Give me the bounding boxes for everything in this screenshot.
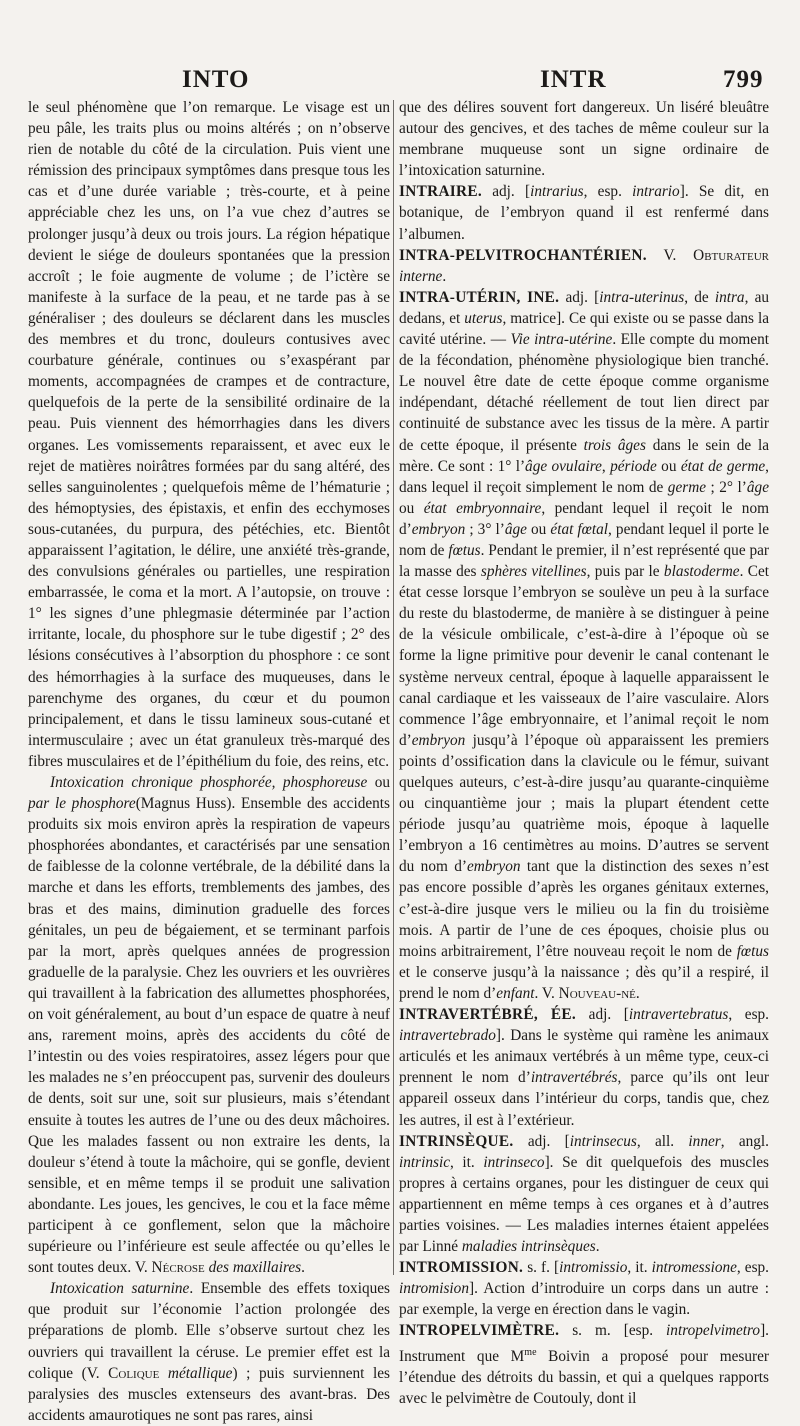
- headword: INTRAIRE.: [399, 183, 483, 201]
- cross-ref-term: Nouveau-né: [558, 984, 636, 1002]
- headword: INTROPELVIMÈTRE.: [399, 1322, 560, 1340]
- headword: INTROMISSION.: [399, 1259, 524, 1277]
- entry-intrinseque: INTRINSÈQUE. adj. [intrinsecus, all. inner, angl. intrinsic, it. intrinseco]. Se dit quelquefois des muscles propres à certains organes, pour les distinguer de ceux qui appartiennent en même temps à ces organes et à d’autres parties voisines. — Les maladies internes étaient appelées par Linné maladies intrinsèques.: [399, 1132, 770, 1256]
- entry-intravertebre: INTRAVERTÉBRÉ, ÉE. adj. [intravertebratus, esp. intravertebrado]. Dans le système qui ramène les animaux articulés et les animaux vertébrés à un même type, ceux-ci prennent le nom d’intravertébrés, parce qu’ils ont leur appareil osseux dans l’intérieur du corps, tandis que, chez les autres, il est à l’extérieur.: [399, 1006, 770, 1129]
- entry-intra-uterin: INTRA-UTÉRIN, INE. adj. [intra-uterinus, de intra, au dedans, et uterus, matrice]. Ce qui existe ou se passe dans la cavité utérine. — Vie intra-utérine. Elle compte du moment de la fécondation, phénomène physiologique bien tranché. Le nouvel être date de cette époque comme organisme indépendant, détaché réellement de tout lien direct par continuité de substance avec les tissus de la mère. A partir de cette époque, il présente trois âges dans le sein de la mère. Ce sont : 1° l’âge ovulaire, période ou état de germe, dans lequel il reçoit simplement le nom de germe ; 2° l’âge ou état embryonnaire, pendant lequel il reçoit le nom d’embryon ; 3° l’âge ou état fœtal, pendant lequel il porte le nom de fœtus. Pendant le premier, il n’est représenté que par la masse des sphères vitellines, puis par le blastoderme. Cet état cesse lorsque l’embryon se soulève un peu à la surface du reste du blastoderme, de manière à se distinguer à peine de la vésicule ombilicale, c’est-à-dire à l’époque où se forme la ligne primitive pour devenir le canal contenant le système nerveux central, époque à laquelle apparaissent le canal cardiaque et les vaisseaux de l’aire vasculaire. Alors commence l’âge embryonnaire, et l’animal reçoit le nom d’embryon jusqu’à l’époque où apparaissent les premiers points d’ossification dans la clavicule ou le fémur, suivant quelques auteurs, c’est-à-dire jusqu’au quarante-cinquième ou cinquantième jour ; mais la plupart étendent cette période jusqu’au quatrième mois, époque à laquelle l’embryon a 16 centimètres au moins. D’autres se servent du nom d’embryon tant que la distinction des sexes n’est pas encore possible d’après les organes génitaux externes, c’est-à-dire jusque vers le milieu ou la fin du troisième mois. A partir de l’une de ces époques, choisie plus ou moins arbitrairement, l’être nouveau reçoit le nom de fœtus et le conserve jusqu’à la naissance ; dès qu’il a respiré, il prend le nom d’enfant. V. Nouveau-né.: [399, 288, 770, 1002]
- cross-ref-term: Nécrose: [151, 1259, 205, 1277]
- cross-ref-italic: métallique: [167, 1364, 233, 1382]
- left-column: [28, 97, 391, 1424]
- entry-intromission: INTROMISSION. s. f. [intromissio, it. intromessione, esp. intromision]. Action d’introduire un corps dans un autre : par exemple, la verge en érection dans le vagin.: [399, 1259, 769, 1319]
- term-italic: par le phosphore: [28, 795, 136, 813]
- term-italic: Intoxication saturnine: [50, 1280, 190, 1298]
- paragraph-text: que des délires souvent fort dangereux. Un liséré bleuâtre autour des gencives, et des taches de même couleur sur la membrane muqueuse sont un signe ordinaire de l’intoxication saturnine.: [399, 99, 769, 180]
- paragraph-text: (Magnus Huss). Ensemble des accidents produits six mois environ après la respiration de vapeurs phosphorées abondantes, et caractérisés par une sensation de faiblesse de la colonne vertébrale, de la débilité dans la marche et dans les efforts, tremblements des jambes, des bras et des mains, diminution graduelle des forces génitales, un peu de bégaiement, et se terminant parfois par la mort, après quelques années de progression graduelle de la paralysie. Chez les ouvriers et les ouvrières qui travaillent à la fabrication des allumettes phosphorées, on voit généralement, au bout d’un espace de quatre à neuf ans, rarement moins, après des accidents du côté de l’intestin ou des voies respiratoires, assez légers pour que les malades ne s’en préoccupent pas, survenir des douleurs de dents, soit sur une, soit sur plusieurs, mais s’étendant ensuite à toutes les autres de l’une ou des deux mâchoires. Que les malades fassent ou non extraire les dents, la douleur s’étend à toute la mâchoire, qui se gonfle, devient sensible, et en même temps il se produit une salivation abondante. Les joues, les gencives, le cou et la face même participent à ce gonflement, selon que la mâchoire supérieure ou l’inférieure est seule affectée ou qu’elles le sont toutes deux.: [28, 795, 390, 1277]
- cross-ref-marker: V.: [134, 1259, 148, 1277]
- column-divider: [393, 100, 394, 1275]
- term-italic: Intoxication chronique phosphorée, phosphoreuse: [50, 774, 368, 791]
- paragraph-saturnine: [28, 1278, 390, 1426]
- headword: INTRA-PELVITROCHANTÉRIEN.: [399, 246, 647, 264]
- header-right-keyword: INTR: [540, 66, 607, 93]
- cross-ref-italic: des maxillaires: [208, 1259, 302, 1277]
- entry-intraire: INTRAIRE. adj. [intrarius, esp. intrario]. Se dit, en botanique, de l’embryon quand il est renfermé dans l’albumen.: [399, 183, 769, 243]
- page-number: 799: [723, 66, 764, 93]
- running-header: [0, 66, 800, 100]
- paragraph-text: ) ; puis surviennent les paralysies des muscles extenseurs des avant-bras. Des accidents amaurotiques ne sont pas rares, ainsi: [28, 1364, 390, 1424]
- punctuation: .: [301, 1259, 305, 1277]
- header-left-keyword: INTO: [182, 66, 250, 93]
- headword: INTRINSÈQUE.: [399, 1132, 514, 1150]
- headword: INTRA-UTÉRIN, INE.: [399, 288, 560, 306]
- paragraph-acute-phosphorus: [28, 97, 390, 772]
- headword: INTRAVERTÉBRÉ, ÉE.: [399, 1006, 577, 1024]
- cross-ref-term: Obturateur: [693, 246, 769, 264]
- cross-ref-term: Colique: [108, 1364, 160, 1382]
- paragraph-text: le seul phénomène que l’on remarque. Le visage est un peu pâle, les traits plus ou moins altérés ; on n’observe rien de notable du côté de la circulation. Puis vient une rémission des principaux symptômes dans presque tous les cas et d’une durée variable ; très-courte, et à peine appréciable chez les uns, on l’a vue chez d’autres se prolonger jusqu’à deux ou trois jours. La région hépatique devient le siége de douleurs spontanées que la pression accroît ; le foie augmente de volume ; de l’ictère se manifeste à la surface de la peau, et ne tarde pas à se généraliser ; des douleurs se déclarent dans les muscles des membres et du tronc, douleurs contusives avec courbature générale, continues ou s’exaspérant par moments, accompagnées de crampes et de contracture, quelquefois de la perte de la sensibilité ordinaire de la peau. Puis viennent des hémorrhagies dans les divers organes. Les vomissements reparaissent, et avec eux le rejet de matières noirâtres formées par du sang altéré, des selles sanguinolentes ; quelquefois même de l’hématurie ; des hémoptysies, des épistaxis, et enfin des ecchymoses sous-cutanées, du purpura, des pétéchies, etc. Bientôt apparaissent l’agitation, le délire, une anxiété très-grande, des convulsions générales ou partielles, une respiration embarrassée, le coma et la mort. A l’autopsie, on trouve : 1° les signes d’une phlegmasie déterminée par l’action irritante, locale, du phosphore sur le tube digestif ; 2° des lésions consécutives à l’absorption du phosphore : ce sont des hémorrhagies à la surface des muqueuses, dans le parenchyme des organes, du cœur et du poumon principalement, et dans le tissu lamineux sous-cutané et intermusculaire ; avec un état granuleux très-marqué des fibres musculaires et de l’épithélium du foie, des reins, etc.: [28, 99, 390, 770]
- entry-intra-pelvitrochanterien: INTRA-PELVITROCHANTÉRIEN. V. Obturateur interne.: [399, 246, 769, 285]
- entry-intropelvimetre: INTROPELVIMÈTRE. s. m. [esp. intropelvimetro]. Instrument que $M^{me}$ Boivin a proposé pour mesurer l’étendue des détroits du bassin, et qui a quelques rapports avec le pelvimètre de Coutouly, dont il: [399, 1322, 769, 1407]
- paragraph-text: . Ensemble des effets toxiques que produit sur l’économie l’action prolongée des préparations de plomb. Elle s’observe surtout chez les ouvriers qui travaillent la céruse. Le premier effet est la colique (V.: [28, 1280, 390, 1382]
- paragraph-continuation: [399, 97, 769, 181]
- paragraph-text: ou: [374, 774, 391, 791]
- paragraph-chronic-phosphorus: [28, 772, 390, 1278]
- right-column: [399, 97, 770, 1407]
